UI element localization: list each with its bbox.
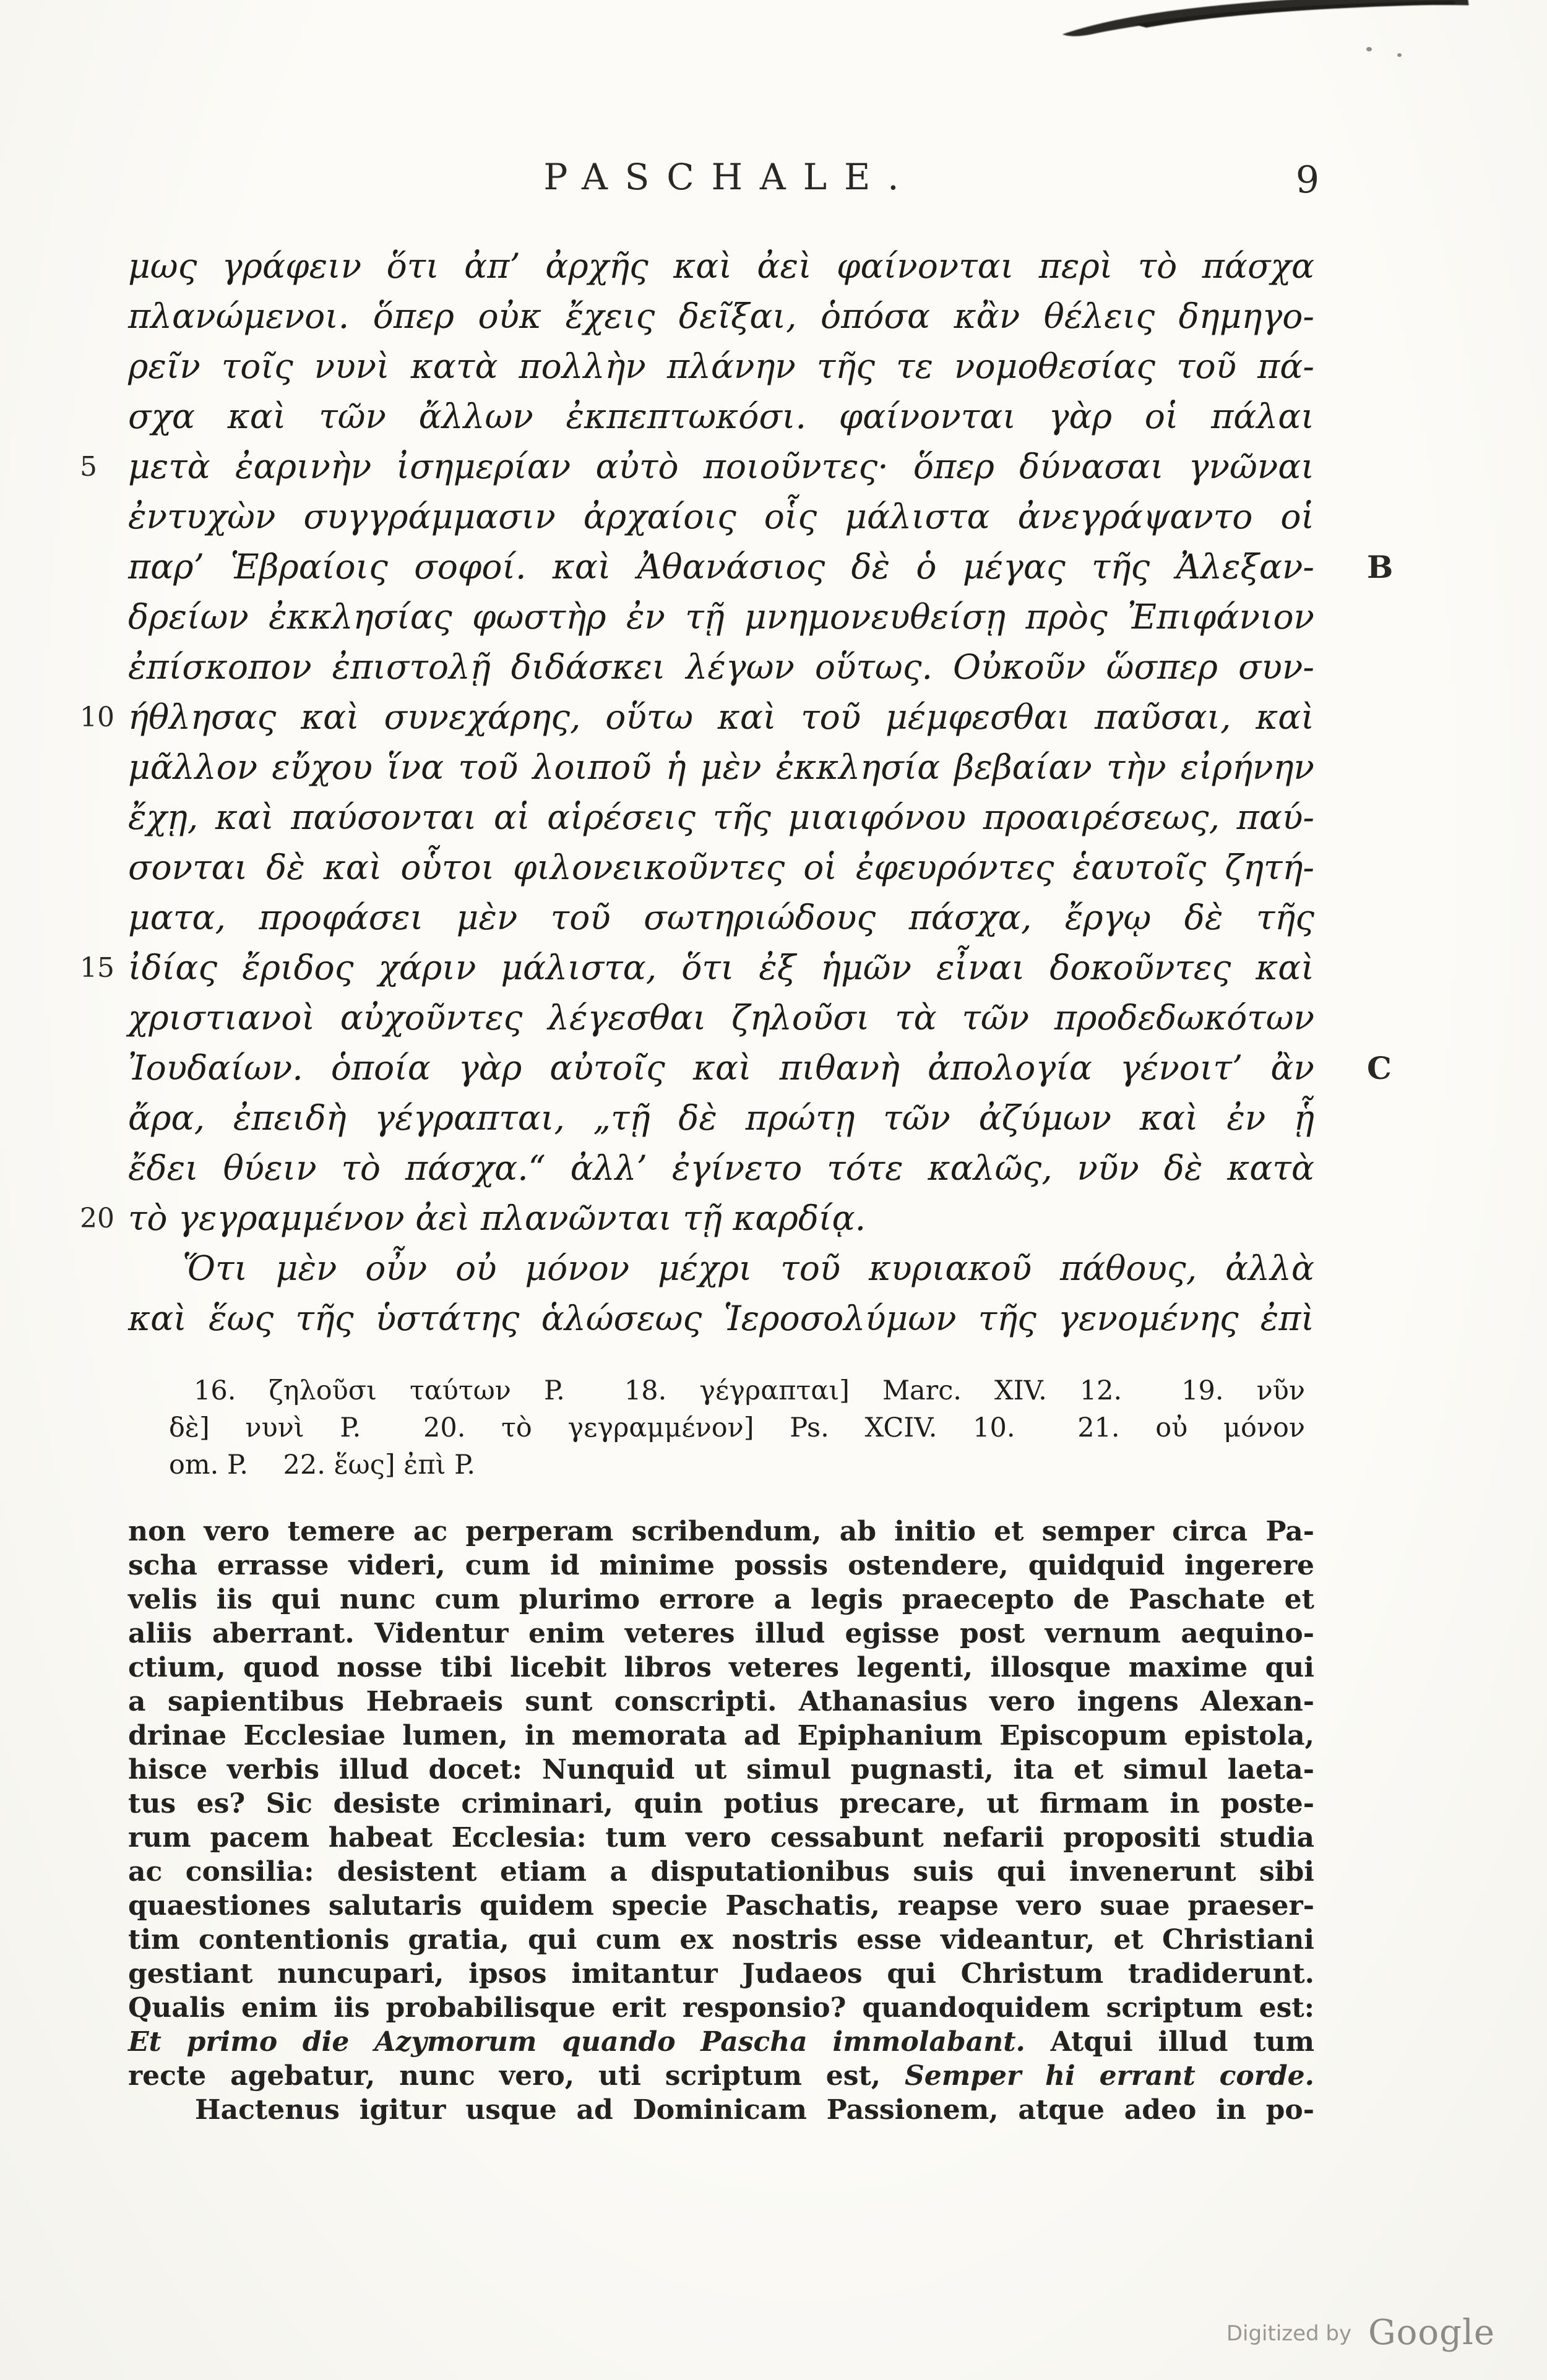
line-text: hisce verbis illud docet: Nunquid ut simul pugnasti, ita et simul laeta- xyxy=(128,1754,1314,1785)
line-text: μως γράφειν ὅτι ἀπ’ ἀρχῆς καὶ ἀεὶ φαίνονται περὶ τὸ πάσχα xyxy=(128,246,1314,286)
greek-line xyxy=(128,1143,1314,1193)
latin-line xyxy=(128,1991,1314,2025)
latin-line xyxy=(128,1787,1314,1821)
latin-line xyxy=(128,2059,1314,2093)
line-text: ἰδίας ἔριδος χάριν μάλιστα, ὅτι ἐξ ἡμῶν εἶναι δοκοῦντες καὶ xyxy=(128,948,1314,987)
greek-line xyxy=(128,642,1314,692)
line-text: gestiant nuncupari, ipsos imitantur Judaeos qui Christum tradiderunt. xyxy=(128,1958,1314,1990)
latin-line xyxy=(128,1821,1314,1855)
greek-text-block xyxy=(80,241,1394,1344)
line-text: Hactenus igitur usque ad Dominicam Passionem, atque adeo in po- xyxy=(195,2094,1314,2126)
greek-line xyxy=(128,1093,1314,1143)
line-text: a sapientibus Hebraeis sunt conscripti. Athanasius vero ingens Alexan- xyxy=(128,1686,1314,1717)
apparatus-line xyxy=(169,1446,1305,1484)
greek-line xyxy=(80,442,1314,492)
google-logo-text: Google xyxy=(1368,2313,1495,2353)
latin-line xyxy=(128,1549,1314,1583)
line-text: καὶ ἕως τῆς ὑστάτης ἁλώσεως Ἱεροσολύμων τῆς γενομένης ἐπὶ xyxy=(128,1299,1314,1338)
greek-line xyxy=(128,1294,1314,1344)
line-text: ac consilia: desistent etiam a disputationibus suis qui invenerunt sibi xyxy=(128,1856,1314,1888)
critical-apparatus-block xyxy=(169,1372,1305,1484)
line-text: ήθλησας καὶ συνεχάρης, οὕτω καὶ τοῦ μέμφεσθαι παῦσαι, καὶ xyxy=(128,697,1314,737)
line-text: χριστιανοὶ αὐχοῦντες λέγεσθαι ζηλοῦσι τὰ τῶν προδεδωκότων xyxy=(128,998,1314,1037)
text-segment: recte agebatur, nunc vero, uti scriptum est, xyxy=(128,2060,905,2092)
line-text: scha errasse videri, cum id minime possis ostendere, quidquid ingerere xyxy=(128,1550,1314,1581)
line-text: Qualis enim iis probabilisque erit responsio? quandoquidem scriptum est: xyxy=(128,1992,1314,2024)
page-number: 9 xyxy=(1295,158,1319,202)
line-text xyxy=(128,2060,1314,2092)
apparatus-line xyxy=(169,1372,1305,1409)
latin-line xyxy=(128,1923,1314,1957)
line-number: 10 xyxy=(80,702,114,733)
latin-line xyxy=(128,1855,1314,1889)
latin-line xyxy=(128,1583,1314,1617)
line-text: πλανώμενοι. ὅπερ οὐκ ἔχεις δεῖξαι, ὁπόσα κἂν θέλεις δημηγο- xyxy=(128,296,1314,336)
digitized-prefix-label: Digitized by xyxy=(1226,2321,1352,2346)
latin-line xyxy=(128,2093,1314,2127)
line-text: ctium, quod nosse tibi licebit libros veteres legenti, illosque maxime qui xyxy=(128,1652,1314,1683)
line-text: ἐπίσκοπον ἐπιστολῇ διδάσκει λέγων οὕτως. Οὐκοῦν ὥσπερ συν- xyxy=(128,647,1314,687)
text-segment: Atqui illud tum xyxy=(1025,2026,1315,2058)
greek-line xyxy=(128,993,1314,1043)
line-text: velis iis qui nunc cum plurimo errore a legis praecepto de Paschate et xyxy=(128,1584,1314,1615)
scan-speck xyxy=(1397,53,1402,57)
line-text: μετὰ ἐαρινὴν ἰσημερίαν αὐτὸ ποιοῦντες· ὅπερ δύνασαι γνῶναι xyxy=(128,447,1314,486)
latin-line xyxy=(128,1957,1314,1991)
line-text: σονται δὲ καὶ οὗτοι φιλονεικοῦντες οἱ ἐφευρόντες ἑαυτοῖς ζητή- xyxy=(128,848,1314,887)
line-text xyxy=(128,2026,1314,2058)
margin-section-letter: C xyxy=(1367,1050,1392,1086)
line-text: ἔδει θύειν τὸ πάσχα.“ ἀλλ’ ἐγίνετο τότε καλῶς, νῦν δὲ κατὰ xyxy=(128,1148,1314,1188)
latin-line xyxy=(128,1753,1314,1787)
greek-line xyxy=(128,793,1314,843)
line-text: drinae Ecclesiae lumen, in memorata ad Epiphanium Episcopum epistola, xyxy=(128,1720,1314,1751)
greek-line xyxy=(128,241,1314,291)
line-text: ματα, προφάσει μὲν τοῦ σωτηριώδους πάσχα, ἔργῳ δὲ τῆς xyxy=(128,898,1314,937)
latin-line xyxy=(128,1719,1314,1753)
line-number: 5 xyxy=(80,451,97,483)
ink-smudge-artifact xyxy=(1059,0,1472,43)
margin-section-letter: B xyxy=(1367,549,1394,585)
line-text: δρείων ἐκκλησίας φωστὴρ ἐν τῇ μνημονευθείσῃ πρὸς Ἐπιφάνιον xyxy=(128,597,1314,637)
apparatus-line xyxy=(169,1409,1305,1446)
greek-line xyxy=(128,742,1314,793)
greek-line xyxy=(128,291,1314,342)
greek-line xyxy=(128,1043,1392,1093)
latin-line xyxy=(128,2025,1314,2059)
greek-line xyxy=(128,542,1394,592)
line-text: aliis aberrant. Videntur enim veteres illud egisse post vernum aequino- xyxy=(128,1618,1314,1649)
greek-line xyxy=(128,1244,1314,1294)
digitized-watermark xyxy=(1226,2313,1495,2353)
scan-speck xyxy=(1366,47,1372,51)
line-text: Ἰουδαίων. ὁποία γὰρ αὐτοῖς καὶ πιθανὴ ἀπολογία γένοιτ’ ἂν xyxy=(128,1048,1314,1088)
line-text: παρ’ Ἑβραίοις σοφοί. καὶ Ἀθανάσιος δὲ ὁ μέγας τῆς Ἀλεξαν- xyxy=(128,547,1314,586)
italic-text-segment: Et primo die Azymorum quando Pascha immolabant. xyxy=(128,2026,1025,2058)
greek-line xyxy=(128,592,1314,642)
line-text: Ὅτι μὲν οὖν οὐ μόνον μέχρι τοῦ κυριακοῦ πάθους, ἀλλὰ xyxy=(183,1248,1314,1288)
line-number: 15 xyxy=(80,952,114,984)
latin-line xyxy=(128,1617,1314,1651)
line-text: σχα καὶ τῶν ἄλλων ἐκπεπτωκόσι. φαίνονται γὰρ οἱ πάλαι xyxy=(128,397,1314,436)
line-text: tim contentionis gratia, qui cum ex nostris esse videantur, et Christiani xyxy=(128,1924,1314,1956)
greek-line xyxy=(80,692,1314,742)
page-content xyxy=(80,156,1394,2127)
latin-line xyxy=(128,1651,1314,1685)
running-title: PASCHALE. xyxy=(543,156,916,198)
line-text: ρεῖν τοῖς νυνὶ κατὰ πολλὴν πλάνην τῆς τε νομοθεσίας τοῦ πά- xyxy=(128,346,1314,386)
line-text: quaestiones salutaris quidem specie Paschatis, reapse vero suae praeser- xyxy=(128,1890,1314,1922)
page-header xyxy=(128,156,1319,207)
line-text: om. P. 22. ἕως] ἐπὶ P. xyxy=(169,1450,476,1480)
greek-line xyxy=(128,492,1314,542)
latin-line xyxy=(128,1889,1314,1923)
greek-line xyxy=(80,1193,1314,1244)
line-text: non vero temere ac perperam scribendum, ab initio et semper circa Pa- xyxy=(128,1516,1314,1547)
greek-line xyxy=(128,342,1314,392)
line-text: δὲ] νυνὶ P. 20. τὸ γεγραμμένον] Ps. XCIV. 10. 21. οὐ μόνον xyxy=(169,1412,1305,1443)
latin-translation-block xyxy=(128,1514,1314,2127)
line-text: rum pacem habeat Ecclesia: tum vero cessabunt nefarii propositi studia xyxy=(128,1822,1314,1854)
line-text: ἄρα, ἐπειδὴ γέγραπται, „τῇ δὲ πρώτῃ τῶν ἀζύμων καὶ ἐν ᾗ xyxy=(128,1098,1314,1138)
latin-line xyxy=(128,1514,1314,1549)
greek-line xyxy=(128,392,1314,442)
line-text: τὸ γεγραμμένον ἀεὶ πλανῶνται τῇ καρδίᾳ. xyxy=(128,1198,866,1238)
latin-line xyxy=(128,1685,1314,1719)
line-text: ἔχῃ, καὶ παύσονται αἱ αἱρέσεις τῆς μιαιφόνου προαιρέσεως, παύ- xyxy=(128,797,1314,837)
greek-line xyxy=(128,893,1314,943)
italic-text-segment: Semper hi errant corde. xyxy=(904,2060,1314,2092)
line-text: μᾶλλον εὔχου ἵνα τοῦ λοιποῦ ἡ μὲν ἐκκλησία βεβαίαν τὴν εἰρήνην xyxy=(128,747,1314,787)
line-number: 20 xyxy=(80,1203,114,1234)
greek-line xyxy=(128,843,1314,893)
line-text: ἐντυχὼν συγγράμμασιν ἀρχαίοις οἷς μάλιστα ἀνεγράψαντο οἱ xyxy=(128,497,1314,536)
line-text: tus es? Sic desiste criminari, quin potius precare, ut firmam in poste- xyxy=(128,1788,1314,1819)
line-text: 16. ζηλοῦσι ταύτων P. 18. γέγραπται] Marc. XIV. 12. 19. νῦν xyxy=(194,1375,1305,1406)
greek-line xyxy=(80,943,1314,993)
